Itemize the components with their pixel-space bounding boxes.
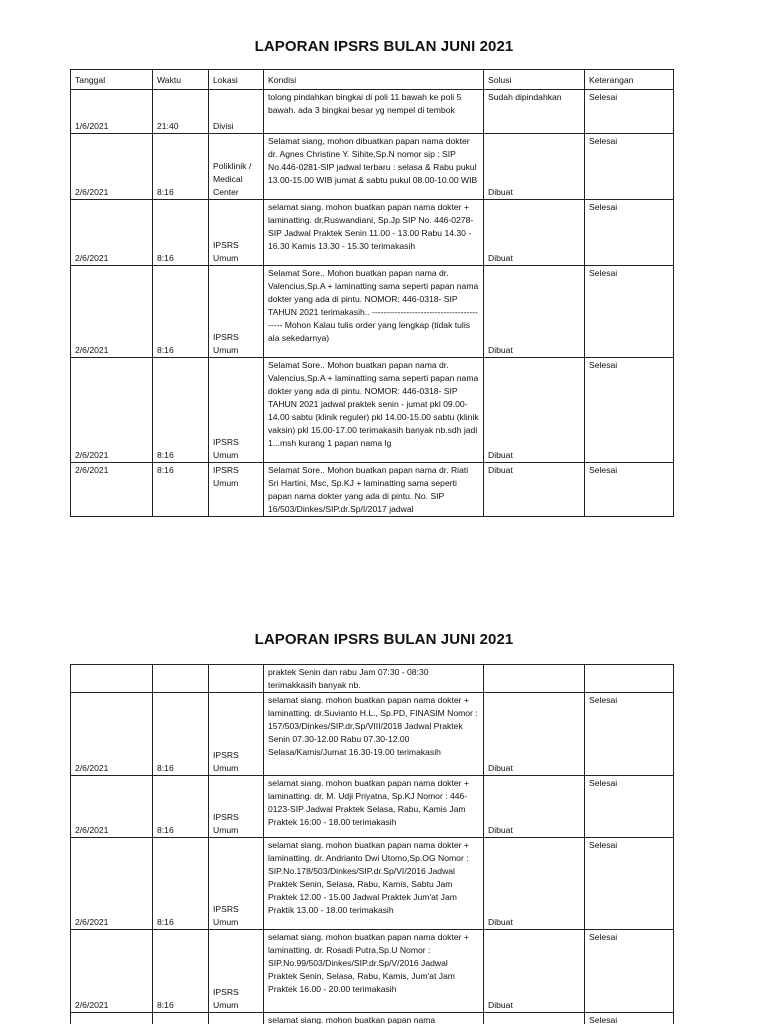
report-title: LAPORAN IPSRS BULAN JUNI 2021	[254, 38, 514, 55]
location-cell: IPSRS Umum	[209, 693, 264, 776]
date-cell	[71, 1013, 153, 1024]
time-cell: 8:16	[153, 266, 209, 358]
date-cell: 2/6/2021	[71, 463, 153, 517]
location-cell: IPSRS Umum	[209, 838, 264, 930]
time-cell: 8:16	[153, 200, 209, 266]
time-cell: 8:16	[153, 134, 209, 200]
time-cell: 8:16	[153, 930, 209, 1013]
solution-cell: Dibuat	[484, 134, 585, 200]
time-cell: 8:16	[153, 463, 209, 517]
table-row	[71, 693, 674, 776]
location-cell: IPSRS Umum	[209, 930, 264, 1013]
table-row	[71, 1013, 674, 1024]
location-cell	[209, 1013, 264, 1024]
date-cell: 2/6/2021	[71, 266, 153, 358]
note-cell: Selesai	[585, 693, 674, 776]
location-cell: IPSRS Umum	[209, 463, 264, 517]
column-header: Lokasi	[209, 70, 264, 90]
note-cell: Selesai	[585, 200, 674, 266]
date-cell: 2/6/2021	[71, 134, 153, 200]
report-table-body	[71, 70, 674, 517]
column-header: Tanggal	[71, 70, 153, 90]
location-cell: IPSRS Umum	[209, 200, 264, 266]
note-cell: Selesai	[585, 463, 674, 517]
condition-cell: selamat siang. mohon buatkan papan nama dokter + laminatting. dr.Ruswandiani, Sp.Jp SIP No. 446-0278-SIP Jadwal Praktek Senin 11.00 - 13.00 Rabu 14.30 - 16.30 Kamis 13.30 - 15.30 terimakasih	[264, 200, 484, 266]
time-cell	[153, 665, 209, 693]
report-table-continued	[70, 664, 674, 1024]
location-cell: IPSRS Umum	[209, 776, 264, 838]
date-cell: 2/6/2021	[71, 200, 153, 266]
solution-cell: Sudah dipindahkan	[484, 90, 585, 134]
note-cell: Selesai	[585, 1013, 674, 1024]
solution-cell: Dibuat	[484, 266, 585, 358]
table-row	[71, 134, 674, 200]
solution-cell: Dibuat	[484, 358, 585, 463]
table-row	[71, 838, 674, 930]
location-cell: Divisi	[209, 90, 264, 134]
location-cell	[209, 665, 264, 693]
solution-cell: Dibuat	[484, 930, 585, 1013]
table-row	[71, 358, 674, 463]
note-cell: Selesai	[585, 134, 674, 200]
time-cell: 8:16	[153, 838, 209, 930]
report-page-2	[0, 595, 768, 1024]
column-header: Keterangan	[585, 70, 674, 90]
date-cell: 2/6/2021	[71, 358, 153, 463]
report-table-body	[71, 665, 674, 1024]
date-cell: 2/6/2021	[71, 776, 153, 838]
date-cell: 2/6/2021	[71, 693, 153, 776]
solution-cell: Dibuat	[484, 200, 585, 266]
table-row	[71, 776, 674, 838]
time-cell: 8:16	[153, 776, 209, 838]
report-table	[70, 69, 674, 517]
note-cell: Selesai	[585, 90, 674, 134]
condition-cell: Selamat Sore.. Mohon buatkan papan nama dr. Riati Sri Hartini, Msc, Sp.KJ + laminatting sama seperti papan nama dokter yang ada di pintu. No. SIP 16/503/Dinkes/SIP.dr.Sp/I/2017 jadwal	[264, 463, 484, 517]
time-cell	[153, 1013, 209, 1024]
condition-cell: selamat siang. mohon buatkan papan nama dokter + laminatting. dr. Andrianto Dwi Utomo,Sp.OG Nomor : SIP.No.178/503/Dinkes/SIP.dr.Sp/VI/2016 Jadwal Praktek Senin, Selasa, Rabu, Kamis, Sabtu Jam Praktek 12.00 - 15.00 Jadwal Praktek Jum'at Jam Praktik 13.00 - 18.00 terimakasih	[264, 838, 484, 930]
table-header-row	[71, 70, 674, 90]
condition-cell: praktek Senin dan rabu Jam 07:30 - 08:30 terimakkasih banyak nb.	[264, 665, 484, 693]
time-cell: 8:16	[153, 693, 209, 776]
table-row	[71, 665, 674, 693]
solution-cell: Dibuat	[484, 463, 585, 517]
condition-cell: Selamat siang, mohon dibuatkan papan nama dokter dr. Agnes Christine Y. Sihite,Sp.N nomor sip : SIP No.446-0281-SIP jadwal terbaru : selasa & Rabu pukul 13.00-15.00 WIB jumat & sabtu pukul 08.00-10.00 WIB	[264, 134, 484, 200]
note-cell: Selesai	[585, 930, 674, 1013]
table-row	[71, 463, 674, 517]
solution-cell: Dibuat	[484, 776, 585, 838]
note-cell: Selesai	[585, 776, 674, 838]
condition-cell: selamat siang. mohon buatkan papan nama	[264, 1013, 484, 1024]
date-cell: 2/6/2021	[71, 930, 153, 1013]
condition-cell: selamat siang. mohon buatkan papan nama dokter + laminatting. dr. M. Udji Priyatna, Sp.KJ Nomor : 446-0123-SIP Jadwal Praktek Selasa, Rabu, Kamis Jam Praktek 16:00 - 18.00 terimakasih	[264, 776, 484, 838]
date-cell: 2/6/2021	[71, 838, 153, 930]
note-cell: Selesai	[585, 266, 674, 358]
column-header: Solusi	[484, 70, 585, 90]
note-cell	[585, 665, 674, 693]
solution-cell	[484, 665, 585, 693]
time-cell: 8:16	[153, 358, 209, 463]
location-cell: Poliklinik / Medical Center	[209, 134, 264, 200]
solution-cell: Dibuat	[484, 838, 585, 930]
table-row	[71, 266, 674, 358]
note-cell: Selesai	[585, 838, 674, 930]
date-cell	[71, 665, 153, 693]
solution-cell	[484, 1013, 585, 1024]
column-header: Kondisi	[264, 70, 484, 90]
solution-cell: Dibuat	[484, 693, 585, 776]
location-cell: IPSRS Umum	[209, 266, 264, 358]
note-cell: Selesai	[585, 358, 674, 463]
report-title: LAPORAN IPSRS BULAN JUNI 2021	[254, 631, 514, 648]
date-cell: 1/6/2021	[71, 90, 153, 134]
location-cell: IPSRS Umum	[209, 358, 264, 463]
condition-cell: tolong pindahkan bingkai di poli 11 bawah ke poli 5 bawah. ada 3 bingkai besar yg nempel di tembok	[264, 90, 484, 134]
condition-cell: selamat siang. mohon buatkan papan nama dokter + laminatting. dr. Rosadi Putra,Sp.U Nomor : SIP.No.99/503/Dinkes/SIP.dr.Sp/V/2016 Jadwal Praktek Senin, Selasa, Rabu, Kamis, Jum'at Jam Praktek 16.00 - 20.00 terimakasih	[264, 930, 484, 1013]
column-header: Waktu	[153, 70, 209, 90]
table-row	[71, 930, 674, 1013]
table-row	[71, 200, 674, 266]
condition-cell: Selamat Sore.. Mohon buatkan papan nama dr. Valencius,Sp.A + laminatting sama seperti papan nama dokter yang ada di pintu. NOMOR: 446-0318- SIP TAHUN 2021 jadwal praktek senin - jumat pkl 09.00-14.00 sabtu (klinik reguler) pkl 14.00-15.00 sabtu (klinik vaksin) pkl 15.00-17.00 terimakasih banyak nb.sdh jadi 1...msh kurang 1 papan nama lg	[264, 358, 484, 463]
condition-cell: selamat siang. mohon buatkan papan nama dokter + laminatting. dr.Suvianto H.L., Sp.PD, FINASIM Nomor : 157/503/Dinkes/SIP.dr.Sp/VIII/2018 Jadwal Praktek Senin 07.30-12.00 Rabu 07.30-12.00 Selasa/Kamis/Jumat 16.30-19.00 terimakasih	[264, 693, 484, 776]
time-cell: 21:40	[153, 90, 209, 134]
table-row	[71, 90, 674, 134]
condition-cell: Selamat Sore.. Mohon buatkan papan nama dr. Valencius,Sp.A + laminatting sama seperti papan nama dokter yang ada di pintu. NOMOR: 446-0318- SIP TAHUN 2021 terimakasih.. ------------------------------------------ Mohon Kalau tulis order yang lengkap (tidak tulis ala sekedarnya)	[264, 266, 484, 358]
